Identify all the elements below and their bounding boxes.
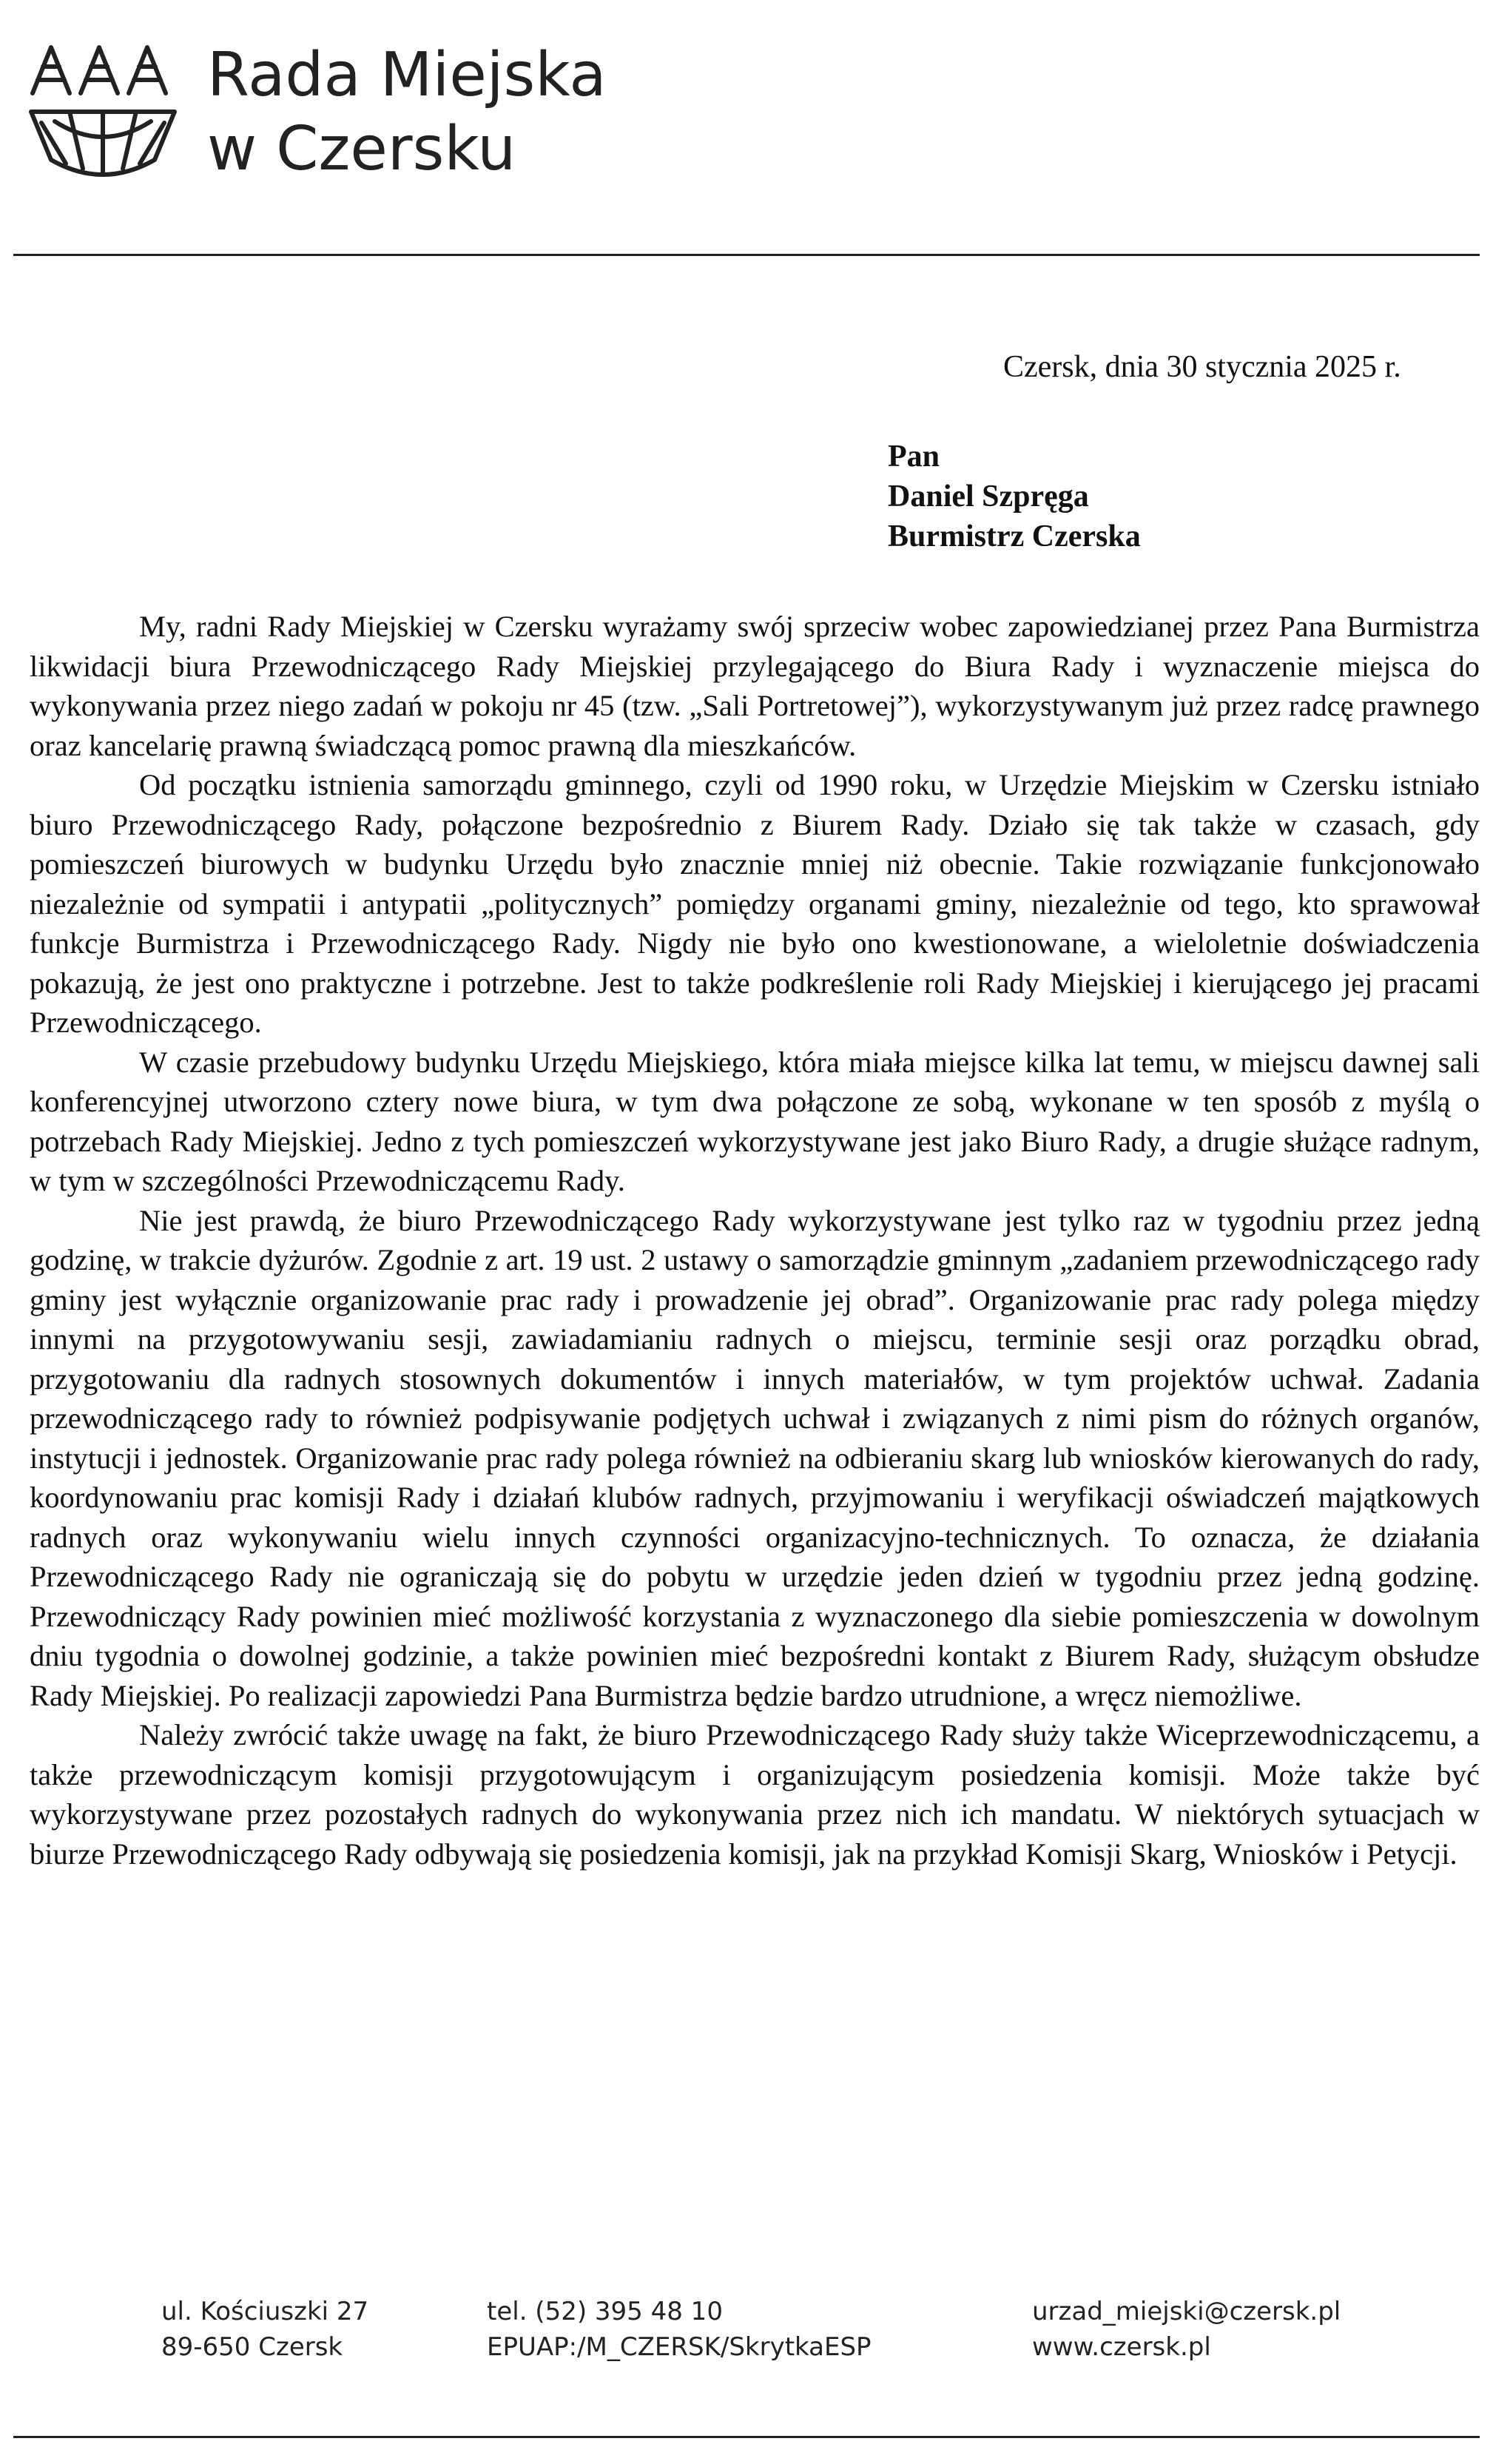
brand-line-1: Rada Miejska [207, 40, 607, 110]
footer-street: ul. Kościuszki 27 [161, 2297, 369, 2326]
brand-name [207, 38, 607, 186]
addressee-salutation: Pan [888, 440, 940, 474]
paragraph: Nie jest prawdą, że biuro Przewodniczącego Rady wykorzystywane jest tylko raz w tygodniu przez jedną godzinę, w trakcie dyżurów. Zgodnie z art. 19 ust. 2 ustawy o samorządzie gminnym „zadaniem przewodniczącego rady gminy jest wyłącznie organizowanie prac rady i prowadzenie jej obrad”. Organizowanie prac rady polega między innymi na przygotowywaniu sesji, zawiadamianiu radnych o miejscu, terminie sesji oraz porządku obrad, przygotowaniu dla radnych stosownych dokumentów i innych materiałów, w tym projektów uchwał. Zadania przewodniczącego rady to również podpisywanie podjętych uchwał i związanych z nimi pism do różnych organów, instytucji i jednostek. Organizowanie prac rady polega również na odbieraniu skarg lub wniosków kierowanych do rady, koordynowaniu prac komisji Rady i działań klubów radnych, przyjmowaniu i weryfikacji oświadczeń majątkowych radnych oraz wykonywaniu wielu innych czynności organizacyjno-technicznych. To oznacza, że działania Przewodniczącego Rady nie ograniczają się do pobytu w urzędzie jeden dzień w tygodniu przez jedną godzinę. Przewodniczący Rady powinien mieć możliwość korzystania z wyznaczonego dla siebie pomieszczenia w dowolnym dniu tygodnia o dowolnej godzinie, a także powinien mieć bezpośredni kontakt z Biurem Rady, służącym obsłudze Rady Miejskiej. Po realizacji zapowiedzi Pana Burmistrza będzie bardzo utrudnione, a wręcz niemożliwe. [30, 1203, 1480, 1712]
footer-postal: 89-650 Czersk [161, 2332, 343, 2362]
footer-divider [13, 2436, 1480, 2438]
footer-epuap: EPUAP:/M_CZERSK/SkrytkaESP [487, 2332, 872, 2362]
footer-contact [487, 2294, 872, 2365]
footer-online [1032, 2294, 1341, 2365]
paragraph: Należy zwrócić także uwagę na fakt, że biuro Przewodniczącego Rady służy także Wiceprzewodniczącemu, a także przewodniczącym komisji przygotowującym i organizującym posiedzenia komisji. Może także być wykorzystywane przez pozostałych radnych do wykonywania przez nich ich mandatu. W niektórych sytuacjach w biurze Przewodniczącego Rady odbywają się posiedzenia komisji, jak na przykład Komisji Skarg, Wniosków i Petycji. [30, 1718, 1480, 1871]
footer-website[interactable]: www.czersk.pl [1032, 2332, 1211, 2362]
paragraph: Od początku istnienia samorządu gminnego, czyli od 1990 roku, w Urzędzie Miejskim w Czersku istniało biuro Przewodniczącego Rady, połączone bezpośrednio z Biurem Rady. Działo się tak także w czasach, gdy pomieszczeń biurowych w budynku Urzędu było znacznie mniej niż obecnie. Takie rozwiązanie funkcjonowało niezależnie od sympatii i antypatii „politycznych” pomiędzy organami gminy, niezależnie od tego, kto sprawował funkcje Burmistrza i Przewodniczącego Rady. Nigdy nie było ono kwestionowane, a wieloletnie doświadczenia pokazują, że jest ono praktyczne i potrzebne. Jest to także podkreślenie roli Rady Miejskiej i kierującego jej pracami Przewodniczącego. [30, 768, 1480, 1039]
paragraph: W czasie przebudowy budynku Urzędu Miejskiego, która miała miejsce kilka lat temu, w miejscu dawnej sali konferencyjnej utworzono cztery nowe biura, w tym dwa połączone ze sobą, wykonane w ten sposób z myślą o potrzebach Rady Miejskiej. Jedno z tych pomieszczeń wykorzystywane jest jako Biuro Rady, a drugie służące radnym, w tym w szczególności Przewodniczącemu Rady. [30, 1045, 1480, 1197]
footer-address [161, 2294, 368, 2365]
addressee-title: Burmistrz Czerska [888, 519, 1141, 553]
header-divider [13, 254, 1480, 256]
paragraph: My, radni Rady Miejskiej w Czersku wyrażamy swój sprzeciw wobec zapowiedzianej przez Pana Burmistrza likwidacji biura Przewodniczącego Rady Miejskiej przylegającego do Biura Rady i wyznaczenie miejsca do wykonywania przez niego zadań w pokoju nr 45 (tzw. „Sali Portretowej”), wykorzystywanym już przez radcę prawnego oraz kancelarię prawną świadczącą pomoc prawną dla mieszkańców. [30, 610, 1480, 762]
brand-line-2: w Czersku [207, 114, 516, 184]
letter-date: Czersk, dnia 30 stycznia 2025 r. [1003, 350, 1401, 384]
letter-body [30, 607, 1480, 1874]
footer-email[interactable]: urzad_miejski@czersk.pl [1032, 2297, 1341, 2326]
logo-crest-icon [25, 41, 181, 189]
addressee-block [888, 437, 1141, 556]
footer-phone: tel. (52) 395 48 10 [487, 2297, 723, 2326]
addressee-name: Daniel Szpręga [888, 479, 1089, 514]
